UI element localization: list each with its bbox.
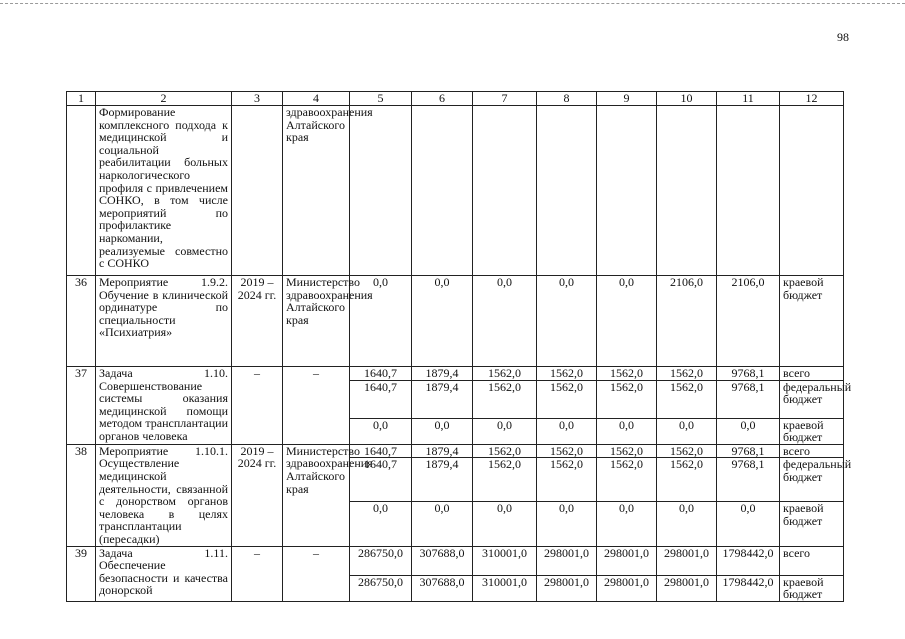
value-cell: 0,0 <box>597 418 657 444</box>
row-number: 39 <box>67 546 96 601</box>
value-cell: 1798442,0 <box>717 546 780 575</box>
value-cell: 1562,0 <box>597 458 657 502</box>
value-cell: 1879,4 <box>412 367 473 381</box>
page-top-edge <box>0 3 905 4</box>
value-cell: 310001,0 <box>473 546 537 575</box>
value-cell: 0,0 <box>412 418 473 444</box>
row-executor: Министерство здравоохранения Алтайского края <box>283 444 350 546</box>
value-cell: 298001,0 <box>537 546 597 575</box>
value-cell: 0,0 <box>350 418 412 444</box>
value-cell: 298001,0 <box>597 575 657 601</box>
value-cell <box>717 106 780 276</box>
value-cell: 2106,0 <box>657 276 717 367</box>
value-cell: 1562,0 <box>597 380 657 418</box>
value-cell <box>597 106 657 276</box>
value-cell: 0,0 <box>657 502 717 546</box>
funding-source: краевой бюджет <box>780 502 844 546</box>
value-cell: 1640,7 <box>350 380 412 418</box>
value-cell: 1798442,0 <box>717 575 780 601</box>
row-number <box>67 106 96 276</box>
funding-source: федеральный бюджет <box>780 458 844 502</box>
value-cell: 307688,0 <box>412 575 473 601</box>
value-cell <box>657 106 717 276</box>
value-cell <box>412 106 473 276</box>
column-header: 6 <box>412 92 473 106</box>
value-cell: 0,0 <box>473 276 537 367</box>
row-number: 37 <box>67 367 96 445</box>
value-cell: 0,0 <box>473 418 537 444</box>
value-cell: 1640,7 <box>350 458 412 502</box>
row-period: – <box>232 367 283 445</box>
value-cell: 1879,4 <box>412 380 473 418</box>
row-period: 2019 – 2024 гг. <box>232 444 283 546</box>
value-cell: 0,0 <box>597 276 657 367</box>
value-cell: 1640,7 <box>350 367 412 381</box>
value-cell: 9768,1 <box>717 380 780 418</box>
column-header: 12 <box>780 92 844 106</box>
value-cell: 1562,0 <box>597 444 657 458</box>
value-cell: 1562,0 <box>657 458 717 502</box>
value-cell: 0,0 <box>717 418 780 444</box>
budget-table <box>66 91 852 602</box>
value-cell: 0,0 <box>350 502 412 546</box>
value-cell: 1562,0 <box>597 367 657 381</box>
value-cell: 1879,4 <box>412 444 473 458</box>
column-header: 9 <box>597 92 657 106</box>
column-header: 8 <box>537 92 597 106</box>
value-cell: 0,0 <box>537 502 597 546</box>
value-cell: 0,0 <box>473 502 537 546</box>
value-cell: 2106,0 <box>717 276 780 367</box>
value-cell: 298001,0 <box>537 575 597 601</box>
column-header: 11 <box>717 92 780 106</box>
value-cell: 298001,0 <box>657 546 717 575</box>
value-cell: 298001,0 <box>597 546 657 575</box>
row-number: 36 <box>67 276 96 367</box>
column-header: 4 <box>283 92 350 106</box>
column-header: 3 <box>232 92 283 106</box>
funding-source: краевой бюджет <box>780 418 844 444</box>
value-cell: 0,0 <box>412 502 473 546</box>
value-cell <box>473 106 537 276</box>
value-cell: 9768,1 <box>717 458 780 502</box>
value-cell <box>350 106 412 276</box>
value-cell: 0,0 <box>597 502 657 546</box>
value-cell: 286750,0 <box>350 546 412 575</box>
row-period: 2019 – 2024 гг. <box>232 276 283 367</box>
column-header: 7 <box>473 92 537 106</box>
funding-source: краевой бюджет <box>780 276 844 367</box>
column-header: 2 <box>96 92 232 106</box>
value-cell: 9768,1 <box>717 444 780 458</box>
value-cell: 310001,0 <box>473 575 537 601</box>
row-period <box>232 106 283 276</box>
value-cell: 0,0 <box>412 276 473 367</box>
value-cell: 1562,0 <box>473 367 537 381</box>
row-executor: Министерство здравоохранения Алтайского края <box>283 276 350 367</box>
value-cell: 1562,0 <box>473 444 537 458</box>
value-cell: 0,0 <box>537 418 597 444</box>
page-number: 98 <box>837 30 849 44</box>
value-cell: 9768,1 <box>717 367 780 381</box>
value-cell: 1562,0 <box>537 367 597 381</box>
value-cell <box>537 106 597 276</box>
value-cell: 1562,0 <box>473 458 537 502</box>
column-header: 1 <box>67 92 96 106</box>
row-executor: – <box>283 546 350 601</box>
value-cell: 1562,0 <box>657 380 717 418</box>
value-cell: 1562,0 <box>537 458 597 502</box>
table-row <box>67 367 844 381</box>
row-name: Формирование комплексного подхода к медицинской и социальной реабилитации больных наркологического профиля с привлечением СОНКО, в том числе мероприятий по профилактике наркомании, реализуемые совместно с СОНКО <box>96 106 232 276</box>
row-name: Задача 1.11. Обеспечение безопасности и качества донорской <box>96 546 232 601</box>
row-executor: здравоохранения Алтайского края <box>283 106 350 276</box>
funding-source: федеральный бюджет <box>780 380 844 418</box>
value-cell: 286750,0 <box>350 575 412 601</box>
table-row <box>67 444 844 458</box>
row-number: 38 <box>67 444 96 546</box>
value-cell: 1879,4 <box>412 458 473 502</box>
value-cell: 0,0 <box>717 502 780 546</box>
value-cell: 1562,0 <box>473 380 537 418</box>
value-cell: 0,0 <box>350 276 412 367</box>
column-header: 10 <box>657 92 717 106</box>
funding-source: всего <box>780 546 844 575</box>
column-number-row <box>67 92 844 106</box>
row-name: Мероприятие 1.9.2. Обучение в клинической ординатуре по специальности «Психиатрия» <box>96 276 232 367</box>
value-cell: 298001,0 <box>657 575 717 601</box>
column-header: 5 <box>350 92 412 106</box>
row-period: – <box>232 546 283 601</box>
row-executor: – <box>283 367 350 445</box>
funding-source: всего <box>780 444 844 458</box>
funding-source <box>780 106 844 276</box>
row-name: Мероприятие 1.10.1. Осуществление медицинской деятельности, связанной с донорством органов человека в целях трансплантации (пересадки) <box>96 444 232 546</box>
funding-source: всего <box>780 367 844 381</box>
row-name: Задача 1.10. Совершенствование системы оказания медицинской помощи методом трансплантации органов человека <box>96 367 232 445</box>
funding-source: краевой бюджет <box>780 575 844 601</box>
value-cell: 1562,0 <box>657 367 717 381</box>
table-row <box>67 106 844 276</box>
table-row <box>67 276 844 367</box>
value-cell: 1562,0 <box>657 444 717 458</box>
value-cell: 1562,0 <box>537 380 597 418</box>
value-cell: 0,0 <box>537 276 597 367</box>
value-cell: 307688,0 <box>412 546 473 575</box>
table-row <box>67 546 844 575</box>
value-cell: 1640,7 <box>350 444 412 458</box>
value-cell: 0,0 <box>657 418 717 444</box>
value-cell: 1562,0 <box>537 444 597 458</box>
